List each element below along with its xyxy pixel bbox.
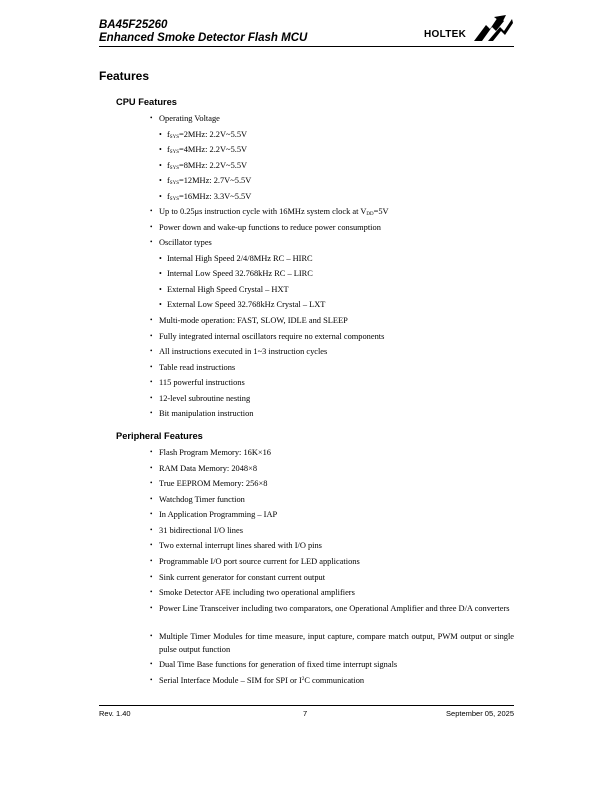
list-item: • Power down and wake-up functions to reduce power consumption — [150, 223, 381, 232]
list-item: • Flash Program Memory: 16K×16 — [150, 448, 271, 457]
holtek-logo — [424, 13, 514, 44]
list-item: • Operating Voltage — [150, 114, 220, 123]
list-item: • Two external interrupt lines shared with I/O pins — [150, 541, 322, 550]
sub-list-item: • $f_{SYS}=2MHz$: 2.2V~5.5V — [159, 130, 248, 140]
list-item: • Bit manipulation instruction — [150, 409, 254, 418]
list-item: • Serial Interface Module – SIM for SPI or $I^2C$ communication — [150, 676, 365, 685]
sub-list-item: • Internal Low Speed 32.768kHz RC – LIRC — [159, 269, 313, 278]
list-item: • 12-level subroutine nesting — [150, 394, 251, 403]
list-item: • Power Line Transceiver including two comparators, one Operational Amplifier and three D/A converters — [150, 604, 510, 613]
logo-wordmark: HOLTEK — [424, 29, 467, 40]
peripheral-features-heading: Peripheral Features — [116, 431, 203, 441]
list-item: • Multi-mode operation: FAST, SLOW, IDLE and SLEEP — [150, 316, 348, 325]
list-item: • 31 bidirectional I/O lines — [150, 526, 243, 535]
footer-date: September 05, 2025 — [446, 709, 514, 718]
sub-list-item: • External High Speed Crystal – HXT — [159, 285, 289, 294]
list-item: • Multiple Timer Modules for time measure, input capture, compare match output, PWM output or single pulse output function — [150, 632, 514, 654]
sub-list-item: • External Low Speed 32.768kHz Crystal – LXT — [159, 300, 326, 309]
sub-list-item: • $f_{SYS}=8MHz$: 2.2V~5.5V — [159, 161, 248, 171]
list-item: • Programmable I/O port source current for LED applications — [150, 557, 360, 566]
list-item: • Table read instructions — [150, 363, 236, 372]
sub-list-item: • $f_{SYS}=16MHz$: 3.3V~5.5V — [159, 192, 252, 202]
sub-list-item: • $f_{SYS}=12MHz$: 2.7V~5.5V — [159, 176, 252, 186]
list-item: • 115 powerful instructions — [150, 378, 245, 387]
product-name: Enhanced Smoke Detector Flash MCU — [99, 32, 308, 44]
sub-list-item: • Internal High Speed 2/4/8MHz RC – HIRC — [159, 254, 313, 263]
cpu-features-heading: CPU Features — [116, 97, 177, 107]
list-item: • Watchdog Timer function — [150, 495, 245, 504]
list-item: • RAM Data Memory: 2048×8 — [150, 464, 258, 473]
list-item: • In Application Programming – IAP — [150, 510, 278, 519]
sub-list-item: • $f_{SYS}=4MHz$: 2.2V~5.5V — [159, 145, 248, 155]
product-code: BA45F25260 — [99, 19, 168, 31]
list-item: • Fully integrated internal oscillators require no external components — [150, 332, 385, 341]
list-item: • Sink current generator for constant current output — [150, 573, 326, 582]
list-item: • Smoke Detector AFE including two operational amplifiers — [150, 588, 355, 597]
footer-page-number: 7 — [303, 709, 308, 718]
footer-rule — [99, 705, 514, 706]
list-item: • Oscillator types — [150, 238, 212, 247]
list-item: • Dual Time Base functions for generation of fixed time interrupt signals — [150, 660, 398, 669]
header-rule — [99, 46, 514, 47]
footer-revision: Rev. 1.40 — [99, 709, 131, 718]
list-item: • True EEPROM Memory: 256×8 — [150, 479, 268, 488]
list-item: • Up to 0.25μs instruction cycle with 16MHz system clock at $V_{DD}=5V$ — [150, 207, 389, 217]
list-item: • All instructions executed in 1~3 instruction cycles — [150, 347, 328, 356]
holtek-emblem-icon — [472, 13, 514, 44]
section-title: Features — [99, 69, 150, 83]
